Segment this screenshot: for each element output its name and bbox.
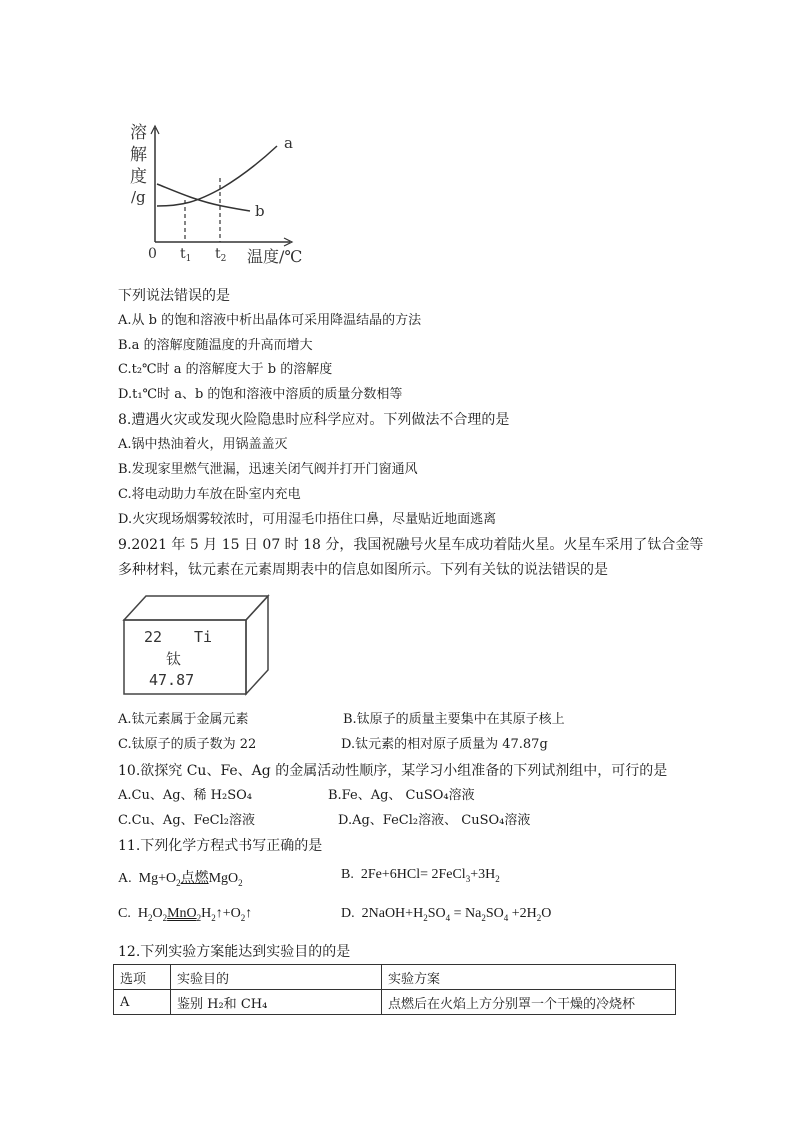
- q10-stem: 10.欲探究 Cu、Fe、Ag 的金属活动性顺序，某学习小组准备的下列试剂组中，可行的是: [118, 763, 668, 779]
- q8-option-b: B.发现家里燃气泄漏，迅速关闭气阀并打开门窗通风: [118, 462, 418, 477]
- q7-option-b: B.a 的溶解度随温度的升高而增大: [118, 338, 313, 353]
- t1-label: $t_1$: [180, 246, 192, 264]
- y-label-2: 解: [130, 145, 147, 165]
- q10-option-a: A.Cu、Ag、稀 H₂SO₄: [118, 788, 253, 803]
- q9-stem-line2: 多种材料，钛元素在元素周期表中的信息如图所示。下列有关钛的说法错误的是: [118, 562, 608, 578]
- q11-label-a: A.: [118, 871, 132, 886]
- ti-atomic-number: 22: [144, 628, 163, 646]
- q11-label-c: C.: [118, 906, 131, 921]
- q9-option-a: A.钛元素属于金属元素: [118, 712, 249, 727]
- q7-option-a: A.从 b 的饱和溶液中析出晶体可采用降温结晶的方法: [118, 313, 422, 328]
- q9-option-c: C.钛原子的质子数为 22: [118, 737, 257, 752]
- table-cell-option: A: [114, 990, 171, 1015]
- q11-option-c: C. $H_2O_2MnO_2H_2↑+O_2↑$: [118, 906, 253, 923]
- q8-stem: 8.遭遇火灾或发现火险隐患时应科学应对。下列做法不合理的是: [118, 412, 510, 428]
- curve-b: [157, 184, 255, 211]
- curve-b-label: b: [255, 202, 265, 220]
- origin-label: 0: [148, 246, 157, 262]
- q10-option-d: D.Ag、FeCl₂溶液、 CuSO₄溶液: [338, 813, 531, 828]
- q10-option-c: C.Cu、Ag、FeCl₂溶液: [118, 813, 255, 828]
- q7-option-c: C.t₂℃时 a 的溶解度大于 b 的溶解度: [118, 362, 333, 377]
- experiment-table: [113, 964, 676, 1015]
- ti-name: 钛: [166, 650, 182, 668]
- t2-label: $t_2$: [215, 246, 227, 264]
- q8-option-a: A.锅中热油着火，用锅盖盖灭: [118, 437, 288, 452]
- q11-option-a: A. $Mg+O_2$点燃MgO$_2$: [118, 871, 243, 888]
- curve-a: [157, 146, 277, 206]
- q9-option-d: D.钛元素的相对原子质量为 47.87g: [341, 737, 548, 752]
- table-row: [114, 990, 676, 1015]
- y-label-4: /g: [131, 188, 146, 206]
- q9-option-b: B.钛原子的质量主要集中在其原子核上: [343, 712, 565, 727]
- table-header-option: 选项: [114, 965, 171, 990]
- q11-label-b: B.: [341, 867, 354, 882]
- table-header-purpose: 实验目的: [171, 965, 382, 990]
- y-label-1: 溶: [130, 123, 147, 143]
- q11-stem: 11.下列化学方程式书写正确的是: [118, 838, 323, 854]
- q10-option-b: B.Fe、Ag、 CuSO₄溶液: [328, 788, 475, 803]
- periodic-table-cell: [122, 592, 272, 696]
- q12-stem: 12.下列实验方案能达到实验目的的是: [118, 944, 351, 960]
- q9-stem-line1: 9.2021 年 5 月 15 日 07 时 18 分，我国祝融号火星车成功着陆火星。火星车采用了钛合金等: [118, 537, 704, 553]
- table-cell-plan: 点燃后在火焰上方分别罩一个干燥的冷烧杯: [382, 990, 676, 1015]
- x-axis-label: 温度/℃: [247, 247, 303, 266]
- table-cell-purpose: 鉴别 H₂和 CH₄: [171, 990, 382, 1015]
- q11-option-b: B. $2Fe+6HCl= 2FeCl_3+3H_2$: [341, 867, 500, 884]
- table-header-row: [114, 965, 676, 990]
- ti-symbol: Ti: [194, 628, 213, 646]
- solubility-graph: [122, 118, 322, 268]
- q7-stem: 下列说法错误的是: [118, 288, 230, 304]
- q7-option-d: D.t₁℃时 a、b 的饱和溶液中溶质的质量分数相等: [118, 387, 403, 402]
- q11-label-d: D.: [341, 906, 355, 921]
- q11-option-d: D. $2NaOH+H_2SO_4 = Na_2SO_4 +2H_2O$: [341, 906, 552, 923]
- q8-option-c: C.将电动助力车放在卧室内充电: [118, 487, 301, 502]
- table-header-plan: 实验方案: [382, 965, 676, 990]
- ti-atomic-mass: 47.87: [149, 671, 195, 689]
- q8-option-d: D.火灾现场烟雾较浓时，可用湿毛巾捂住口鼻，尽量贴近地面逃离: [118, 512, 497, 527]
- curve-a-label: a: [284, 134, 293, 152]
- y-label-3: 度: [130, 167, 147, 187]
